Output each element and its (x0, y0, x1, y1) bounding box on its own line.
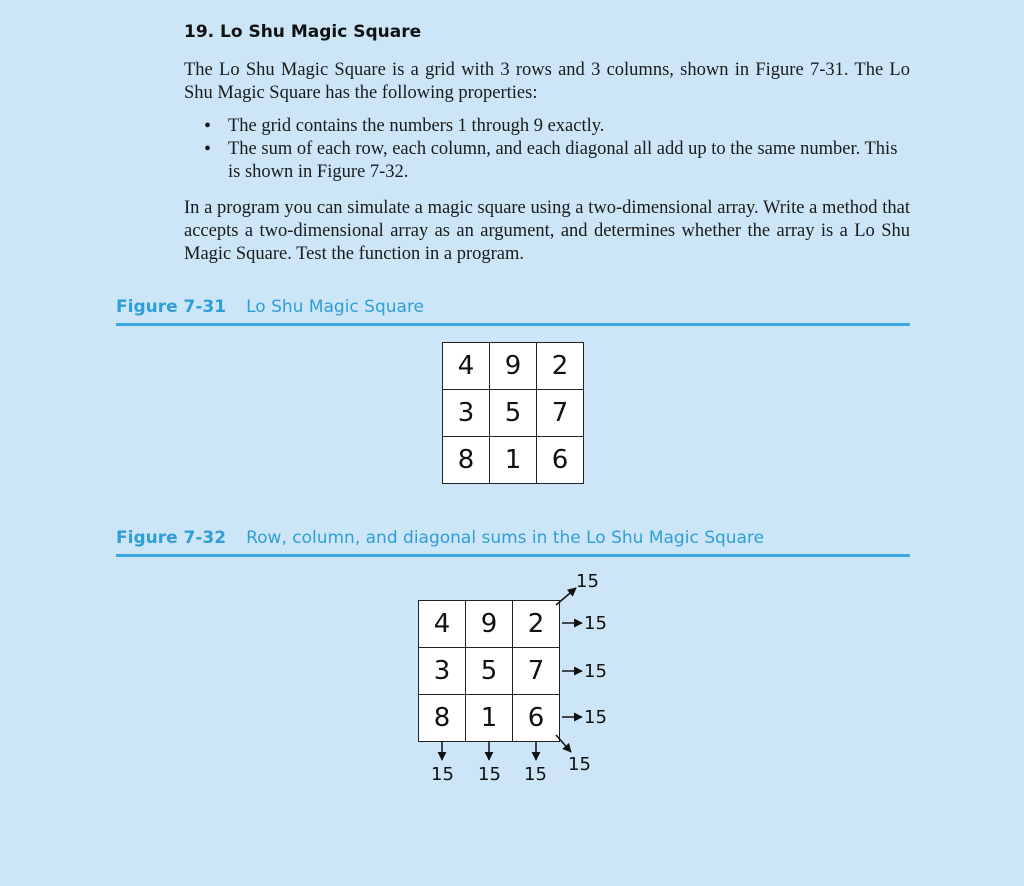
diagonal-sum: 15 (568, 754, 591, 775)
grid-cell: 4 (443, 343, 490, 390)
grid-cell: 9 (466, 601, 513, 648)
grid-cell: 3 (419, 648, 466, 695)
magic-square-grid (442, 342, 584, 484)
property-list (184, 115, 910, 184)
figure-label: Figure 7-32 (116, 528, 227, 548)
grid-cell: 7 (537, 390, 584, 437)
exercise-intro: The Lo Shu Magic Square is a grid with 3 rows and 3 columns, shown in Figure 7-31. The Lo Shu Magic Square has the following properties: (184, 60, 910, 103)
exercise-task: In a program you can simulate a magic square using a two-dimensional array. Write a method that accepts a two-dimensional array as an argument, and determines whether the array is a Lo Shu Magic Square. Test the function in a program. (184, 198, 910, 264)
column-sum: 15 (431, 764, 454, 785)
grid-cell: 3 (443, 390, 490, 437)
figure-label: Figure 7-31 (116, 297, 227, 317)
property-item: • The grid contains the numbers 1 through 9 exactly. (184, 115, 910, 138)
grid-cell: 1 (466, 695, 513, 742)
grid-cell: 8 (443, 437, 490, 484)
figure-title: Lo Shu Magic Square (246, 297, 425, 317)
grid-cell: 5 (490, 390, 537, 437)
figure-7-32-caption (116, 528, 910, 557)
grid-cell: 5 (466, 648, 513, 695)
property-item: • The sum of each row, each column, and each diagonal all add up to the same number. This is shown in Figure 7-32. (184, 138, 910, 184)
grid-cell: 1 (490, 437, 537, 484)
grid-cell: 2 (513, 601, 560, 648)
grid-cell: 9 (490, 343, 537, 390)
figure-7-31-caption (116, 297, 910, 326)
row-sum: 15 (584, 707, 607, 728)
exercise-heading: 19. Lo Shu Magic Square (184, 22, 422, 42)
column-sum: 15 (524, 764, 547, 785)
row-sum: 15 (584, 661, 607, 682)
grid-cell: 2 (537, 343, 584, 390)
diagonal-sum: 15 (576, 571, 599, 592)
row-sum: 15 (584, 613, 607, 634)
grid-cell: 8 (419, 695, 466, 742)
grid-cell: 4 (419, 601, 466, 648)
column-sum: 15 (478, 764, 501, 785)
grid-cell: 6 (537, 437, 584, 484)
grid-cell: 7 (513, 648, 560, 695)
magic-square-sums-grid (418, 600, 560, 742)
figure-title: Row, column, and diagonal sums in the Lo Shu Magic Square (246, 528, 765, 548)
grid-cell: 6 (513, 695, 560, 742)
